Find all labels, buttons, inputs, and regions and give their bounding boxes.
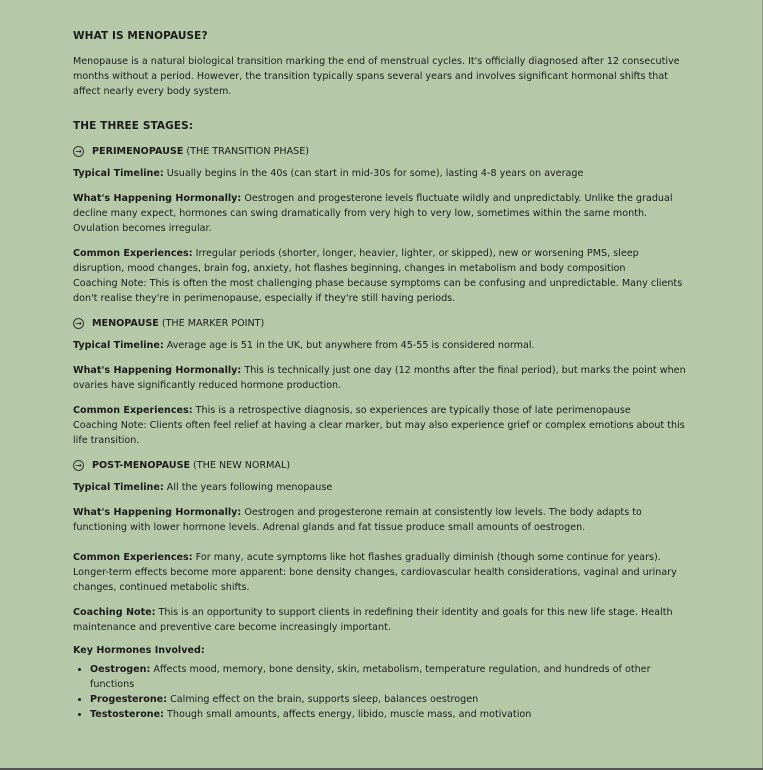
- timeline-label: Typical Timeline:: [73, 168, 164, 179]
- experiences-paragraph: [73, 246, 689, 276]
- hormonal-paragraph: [73, 191, 689, 236]
- circled-arrow-right-icon: →: [73, 318, 84, 329]
- hormonal-label: What's Happening Hormonally:: [73, 365, 242, 376]
- coaching-note: Coaching Note: Clients often feel relief at having a clear marker, but may also experience grief or complex emotions about this life transition.: [73, 420, 685, 446]
- stage-name: POST-MENOPAUSE: [92, 460, 191, 471]
- list-item: [90, 662, 689, 692]
- experiences-label: Common Experiences:: [73, 552, 193, 563]
- coaching-paragraph: [73, 605, 689, 635]
- stage-heading-perimenopause: [73, 144, 689, 159]
- timeline-text: Average age is 51 in the UK, but anywhere from 45-55 is considered normal.: [163, 340, 535, 351]
- circled-arrow-right-icon: →: [73, 460, 84, 471]
- timeline-paragraph: [73, 480, 689, 495]
- document-page: [73, 30, 689, 722]
- hormonal-label: What's Happening Hormonally:: [73, 193, 242, 204]
- hormonal-text: This is technically just one day (12 months after the final period), but marks the point when ovaries have significantly reduced hormone production.: [73, 365, 686, 391]
- experiences-paragraph: [73, 550, 689, 595]
- hormone-name: Testosterone:: [90, 709, 164, 720]
- hormonal-text: Oestrogen and progesterone levels fluctuate wildly and unpredictably. Unlike the gradual decline many expect, hormones can swing dramatically from very high to very low, sometimes within the same month. Ovulation becomes irregular.: [73, 193, 673, 234]
- stage-subtitle: (THE TRANSITION PHASE): [186, 146, 310, 157]
- hormone-name: Oestrogen:: [90, 664, 151, 675]
- timeline-text: All the years following menopause: [163, 482, 333, 493]
- stage-name: PERIMENOPAUSE: [92, 146, 184, 157]
- hormone-text: Affects mood, memory, bone density, skin, metabolism, temperature regulation, and hundreds of other functions: [90, 664, 651, 690]
- experiences-text: Irregular periods (shorter, longer, heavier, lighter, or skipped), new or worsening PMS, sleep disruption, mood changes, brain fog, anxiety, hot flashes beginning, changes in metabolism and body composition: [73, 248, 639, 274]
- timeline-label: Typical Timeline:: [73, 482, 164, 493]
- heading-three-stages: THE THREE STAGES:: [73, 120, 194, 132]
- timeline-paragraph: [73, 338, 689, 353]
- key-hormones-list: [73, 662, 689, 722]
- hormonal-text: Oestrogen and progesterone remain at consistently low levels. The body adapts to functioning with lower hormone levels. Adrenal glands and fat tissue produce small amounts of oestrogen.: [73, 507, 642, 533]
- timeline-paragraph: [73, 166, 689, 181]
- experiences-label: Common Experiences:: [73, 248, 193, 259]
- stage-subtitle: (THE MARKER POINT): [161, 318, 265, 329]
- intro-paragraph: Menopause is a natural biological transition marking the end of menstrual cycles. It's officially diagnosed after 12 consecutive months without a period. However, the transition typically spans several years and involves significant hormonal shifts that affect nearly every body system.: [73, 56, 680, 97]
- stage-subtitle: (THE NEW NORMAL): [193, 460, 291, 471]
- hormonal-paragraph: [73, 363, 689, 393]
- hormone-name: Progesterone:: [90, 694, 168, 705]
- key-hormones-title: Key Hormones Involved:: [73, 645, 205, 656]
- circled-arrow-right-icon: →: [73, 146, 84, 157]
- stage-name: MENOPAUSE: [92, 318, 159, 329]
- list-item: [90, 692, 689, 707]
- coaching-note: Coaching Note: This is often the most challenging phase because symptoms can be confusing and unpredictable. Many clients don't realise they're in perimenopause, especially if they're still having periods.: [73, 278, 683, 304]
- hormone-text: Though small amounts, affects energy, libido, muscle mass, and motivation: [163, 709, 532, 720]
- experiences-text: This is a retrospective diagnosis, so experiences are typically those of late perimenopause: [192, 405, 631, 416]
- experiences-text: For many, acute symptoms like hot flashes gradually diminish (though some continue for years). Longer-term effects become more apparent: bone density changes, cardiovascular health considerations, vaginal and urinary changes, continued metabolic shifts.: [73, 552, 677, 593]
- hormone-text: Calming effect on the brain, supports sleep, balances oestrogen: [167, 694, 479, 705]
- timeline-label: Typical Timeline:: [73, 340, 164, 351]
- hormonal-label: What's Happening Hormonally:: [73, 507, 242, 518]
- list-item: [90, 707, 689, 722]
- experiences-paragraph: [73, 403, 689, 418]
- coaching-label: Coaching Note:: [73, 607, 156, 618]
- heading-what-is-menopause: WHAT IS MENOPAUSE?: [73, 30, 208, 42]
- stage-heading-menopause: [73, 316, 689, 331]
- timeline-text: Usually begins in the 40s (can start in mid-30s for some), lasting 4-8 years on average: [163, 168, 584, 179]
- coaching-text: This is an opportunity to support clients in redefining their identity and goals for this new life stage. Health maintenance and preventive care become increasingly important.: [73, 607, 673, 633]
- hormonal-paragraph: [73, 505, 689, 535]
- stage-heading-post-menopause: [73, 458, 689, 473]
- experiences-label: Common Experiences:: [73, 405, 193, 416]
